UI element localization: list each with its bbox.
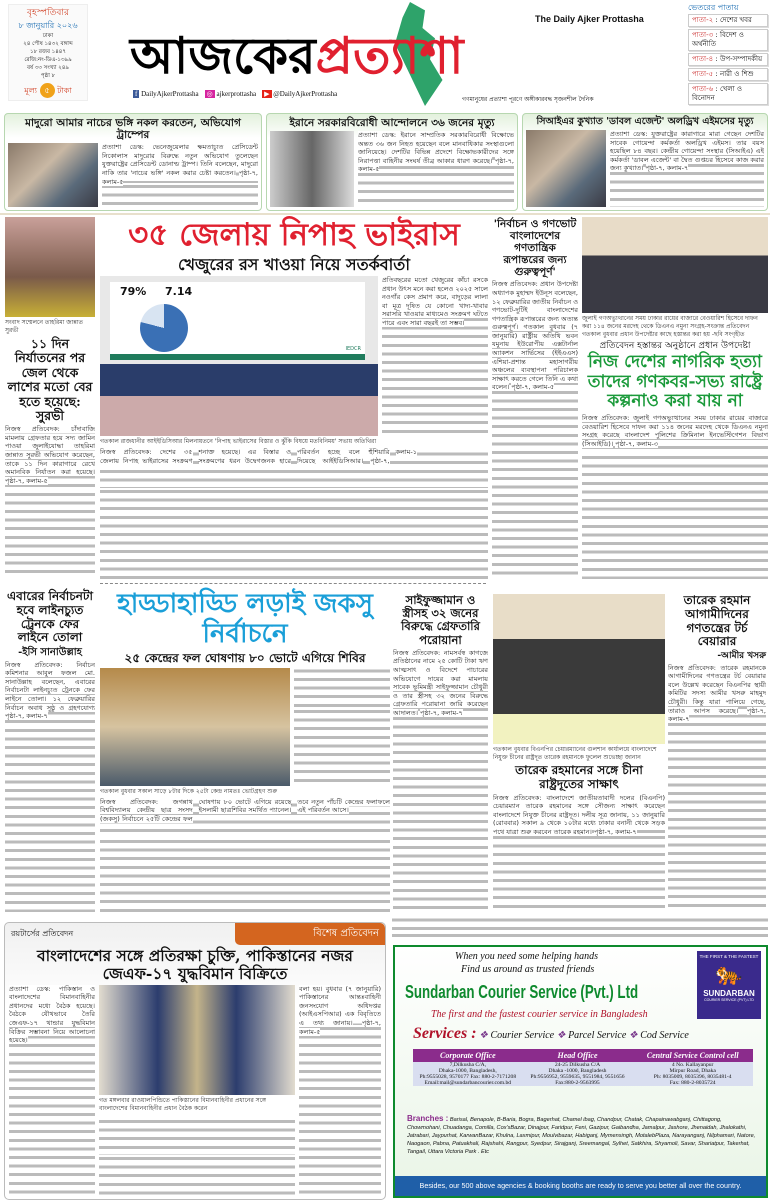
youtube-link[interactable] bbox=[262, 90, 337, 98]
continued-text bbox=[392, 916, 768, 940]
index-label: খেলা ও বিনোদন bbox=[692, 85, 743, 102]
article-body: নিজস্ব প্রতিবেদক: বাংলাদেশে জাতীয়তাবাদী দলের (বিএনপি) চেয়ারম্যান তারেক রহমানের সঙ্গে সৌজন্য সাক্ষাৎ করেছেন বাংলাদেশে নিযুক্ত চীনের রাষ্ট্রদূত। দলীয় সূত্র জানায়, ১১ জানুয়ারি (রোববার) সকাল ৯ থেকে ১০টার মধ্যে ঢাকার বনানী থেকে সড়ক পথে যাত্রা শুরু করবেন তারেক রহমান। পৃষ্ঠা-৭, কলাম-৭ bbox=[493, 794, 665, 912]
article-body: প্রত্যাশা ডেস্ক: পাকিস্তান ও বাংলাদেশের বিমানবাহিনীর প্রধানদের মধ্যে বৈঠক হয়েছে। বৈঠকে যৌথভাবে তৈরি জেএফ-১৭ থান্ডার যুদ্ধবিমান বিক্রির সম্ভাবনা নিয়ে আলোচনা হয়েছে। bbox=[9, 985, 95, 1195]
divider bbox=[100, 583, 486, 584]
article-body: নিজস্ব প্রতিবেদক: জুলাই গণঅভ্যুত্থানের সময় ঢাকার রায়ের বাজারে বেওয়ারিশ হিসেবে দাফন করা ১১৪ জনের মরদেহ থেকে ডিএনএ নমুনা সংগ্রহ করেছে বাংলাদেশ পুলিশের ক্রিমিনাল ইনভেস্টিগেশন বিভাগ (সিআইডি)। পৃষ্ঠা-৭, কলাম-৩ bbox=[582, 414, 768, 579]
tagline: গণমানুষের প্রত্যাশা পূরণে অঙ্গীকারবদ্ধ সৃজনশীল দৈনিক bbox=[462, 96, 594, 103]
special-report[interactable] bbox=[4, 922, 386, 1200]
branches-label: Branches : bbox=[407, 1114, 449, 1123]
headline-mass-grave: নিজ দেশের নাগরিক হত্যা তাদের গণকবর-সভ্য রাষ্ট্রে কল্পনাও করা যায় না bbox=[587, 352, 763, 412]
index-item[interactable]: পাতা-৫ : নারী ও শিশু bbox=[688, 68, 768, 81]
story-china-envoy bbox=[493, 594, 665, 912]
photo-meeting bbox=[582, 217, 768, 313]
headline-khasru: তারেক রহমান আগামীদিনের গণতন্ত্রের টর্চ বেয়ারার bbox=[683, 593, 751, 649]
office-line: Dhaka-1000, Bangladesh, bbox=[438, 1068, 497, 1074]
index-item[interactable]: পাতা-৪ : উপ-সম্পাদকীয় bbox=[688, 53, 768, 66]
photo-surovi bbox=[5, 217, 95, 317]
service-item: Courier Service bbox=[490, 1030, 555, 1041]
headline-jf17: বাংলাদেশের সঙ্গে প্রতিরক্ষা চুক্তি, পাকিস্তানের নজর জেএফ-১৭ যুদ্ধবিমান বিক্রিতে bbox=[37, 946, 353, 983]
office-head bbox=[523, 1049, 633, 1086]
office-line: Fax: 880-2-8035724 bbox=[669, 1080, 716, 1086]
lead-subhead: খেজুরের রস খাওয়া নিয়ে সতর্কবার্তা bbox=[178, 254, 410, 274]
logo-name: SUNDARBAN bbox=[703, 989, 755, 998]
english-name: The Daily Ajker Prottasha bbox=[535, 14, 644, 24]
article-body: নিজস্ব প্রতিবেদক: চাঁদাবাজি মামলায় গ্রেফতার হয়ে সদ্য জামিন পাওয়া জুলাইযোদ্ধা তাহরিমা জান্নাত সুরভী অভিযোগ করেছেন, তাকে ১১ দিন কারাগারে রেখে অমানবিক নির্যাতন করা হয়েছে। পৃষ্ঠা-৭, কলাম-৫ bbox=[5, 425, 95, 579]
article-body: নিজস্ব প্রতিবেদক: নামসর্বস্ব কাগজে প্রতিষ্ঠানের নামে ২৫ কোটি টাকা ঋণ আত্মসাৎ ও বিদেশে পাচারের অভিযোগে দায়ের করা মামলায় সাবেক ভূমিমন্ত্রী সাইফুজ্জামান চৌধুরী ও তার স্ত্রীসহ ৩২ জনের বিরুদ্ধে গ্রেফতারি পরোয়ানা জারি করেছেন আদালত। পৃষ্ঠা-৭, কলাম-৭ bbox=[393, 649, 488, 912]
office-line: Ph:9556952, 9559635, 9551984, 9551656 bbox=[530, 1074, 625, 1080]
photo-caption: গত মঙ্গলবার রাওয়ালপিন্ডিতে পাকিস্তানের বিমানবাহিনীর প্রধানের সঙ্গে বাংলাদেশের বিমানবাহিনীর প্রধান বৈঠক করেন bbox=[99, 1096, 267, 1112]
price-unit: টাকা bbox=[57, 86, 72, 95]
report-label: বিশেষ প্রতিবেদন bbox=[235, 923, 385, 945]
kicker: প্রতিবেদন হস্তান্তর অনুষ্ঠানে প্রধান উপদেষ্টা bbox=[599, 341, 751, 351]
youtube-handle: @DailyAjkerProttasha bbox=[273, 90, 338, 98]
story-mass-grave bbox=[582, 217, 768, 579]
branches-list: Barisal, Benapole, B-Baria, Bogra, Bagerhat, Chamel ibag, Chandpur, Chatak, Chapainawabganj, Chittagong, Chowmohani, Chuadanga, Comilla, Cox'sBazar, Dinajpur, Faridpur, Feni, Gazipur, Gaibandha, Jamalpur, Jashore, Jhenaidah, Jhalokathi, Jatrabari, Jaypurhat, KarwanBazar, Khulna, Laxmipur, Moulvibazar, Habiganj, Mymensingh, MotalebPlaza, Narayanganj, Nilphamari, Natore, Naogaon, Pabna, Patuakhali, Rajshahi, Rangpur, Syedpur, Sirajganj, Sreemangal, Sylhet, Satkhira, Shyamoli, Savar, Shariatpur, Takerhat, Tangail, Uttara Victoria Park . Etc bbox=[407, 1117, 756, 1155]
office-line: Ph:9555028, 9570177 Fax: 880-2-7171208 bbox=[419, 1074, 517, 1080]
registration: রেজি:নং-ডিএ-১৩৯৯ bbox=[24, 57, 72, 63]
photo-caption: গতকাল বুধবার বিএনপির চেয়ারম্যানের গুলশান কার্যালয়ে বাংলাদেশে নিযুক্ত চীনের রাষ্ট্রদূত তারেক রহমানকে ফুলেল শুভেচ্ছা জানান bbox=[493, 746, 657, 761]
ad-slogan: The first and the fastest courier service in Bangladesh bbox=[431, 1009, 648, 1020]
jump-line: পৃষ্ঠা-৭, কলাম-৫ bbox=[102, 168, 258, 186]
headline-ec: এবারের নির্বাচনটা হবে লাইনচ্যুত ট্রেনকে ফের লাইনে তোলা bbox=[7, 589, 93, 645]
service-item: Parcel Service bbox=[568, 1030, 627, 1041]
photo-caption: গতকাল বুধবার সকাল সাড়ে ৮টার দিকে ২৫টা কেন্দ্র নামতঃ ভোটগ্রহণ শুরু bbox=[100, 787, 278, 795]
office-line: Mirpur Road, Dhaka bbox=[669, 1068, 716, 1074]
masthead bbox=[0, 0, 770, 108]
logo bbox=[130, 26, 650, 86]
slide-stat: 79% bbox=[120, 285, 147, 299]
slide-stat: 7.14 bbox=[165, 285, 193, 299]
instagram-handle: ajkerprottasha bbox=[216, 90, 257, 98]
photo-jucsu bbox=[100, 668, 290, 786]
city: ঢাকা bbox=[42, 33, 54, 39]
office-corporate bbox=[413, 1049, 523, 1086]
article-body-side bbox=[294, 668, 390, 786]
photo-china-envoy bbox=[493, 594, 665, 744]
photo-air-chiefs bbox=[99, 985, 295, 1095]
instagram-icon: ◎ bbox=[206, 90, 213, 98]
headline: ইরানে সরকারবিরোধী আন্দোলনে ৩৬ জনের মৃত্যু bbox=[289, 117, 495, 129]
office-line: 7,Dilkusha C/A, bbox=[449, 1062, 487, 1068]
report-source: রয়টার্সের প্রতিবেদন bbox=[11, 928, 74, 938]
photo-seminar bbox=[100, 276, 378, 436]
office-title: Corporate Office bbox=[413, 1049, 523, 1062]
tiger-icon: 🐅 bbox=[715, 961, 743, 986]
photo-caption: গতকাল রাজধানীর আইইডিসিআর মিলনায়তনে 'নিপাহ ভাইরাসের বিস্তার ও ঝুঁকি বিষয়ে মতবিনিময়' সভায় অতিথিরা bbox=[100, 438, 377, 446]
services-label: Services : bbox=[413, 1025, 477, 1042]
price-label: মূল্য bbox=[24, 86, 38, 95]
office-title: Head Office bbox=[523, 1049, 633, 1062]
index-item[interactable]: পাতা-৩ : বিদেশ ও অর্থনীতি bbox=[688, 29, 768, 51]
service-item: Cod Service bbox=[640, 1030, 689, 1041]
headline-saifuzzaman: সাইফুজ্জামান ও স্ত্রীসহ ৩২ জনের বিরুদ্ধে গ্রেফতারি পরোয়ানা bbox=[401, 593, 480, 647]
headline-china-envoy: তারেক রহমানের সঙ্গে চীনা রাষ্ট্রদূতের সাক্ষাৎ bbox=[515, 763, 643, 791]
social-links bbox=[133, 90, 337, 98]
sundarban-logo bbox=[697, 951, 761, 1019]
top-story-2[interactable] bbox=[266, 113, 518, 211]
top-story-3[interactable] bbox=[522, 113, 768, 211]
headline: মাদুরো আমার নাচের ভঙ্গি নকল করতেন, অভিযোগ ট্রাম্পের bbox=[25, 117, 241, 142]
office-line: Email:mail@sundarbancourier.com.bd bbox=[424, 1080, 512, 1086]
logo-part2: প্রত্যাশা bbox=[315, 26, 464, 85]
headline-jucsu: হাড্ডাহাড্ডি লড়াই জকসু নির্বাচনে bbox=[117, 589, 373, 649]
photo-caption: জুলাই গণঅভ্যুত্থানের সময় ঢাকার রায়ের বাজারে বেওয়ারিশ হিসেবে দাফন করা ১১৪ জনের মরদেহ থেকে ডিএনএ নমুনা সংগ্রহ-সংক্রান্ত প্রতিবেদন গতকাল বুধবার প্রধান উপদেষ্টার কাছে হস্তান্তর করা হয় -ছবি সংগৃহীত bbox=[582, 315, 758, 338]
index-page: পাতা-৩ bbox=[692, 31, 714, 39]
hijri-date: ১৮ রজব ১৪৪৭ bbox=[30, 49, 66, 55]
index-page: পাতা-২ bbox=[692, 16, 714, 24]
photo-ames bbox=[526, 130, 606, 207]
index-label: দেশের খবর bbox=[719, 16, 752, 24]
divider bbox=[0, 213, 770, 215]
ad-footer: Besides, our 500 above agencies & booking booths are ready to serve you better all over the country. bbox=[395, 1176, 766, 1196]
ad-line1: When you need some helping hands bbox=[455, 951, 599, 962]
office-line: Dhaka -1000, Bangladesh bbox=[548, 1068, 607, 1074]
price-value: ৫ bbox=[40, 83, 55, 98]
index-page: পাতা-৬ bbox=[692, 85, 714, 93]
article-body bbox=[99, 1115, 295, 1195]
jucsu-subhead: ২৫ কেন্দ্রের ফল ঘোষণায় ৮০ ভোটে এগিয়ে শিবির bbox=[124, 650, 366, 665]
facebook-link[interactable] bbox=[133, 90, 199, 98]
ad-line2: Find us around as trusted friends bbox=[461, 964, 595, 975]
story-vote bbox=[492, 218, 578, 579]
story-khasru bbox=[668, 594, 766, 912]
story-saifuzzaman bbox=[393, 594, 488, 912]
headline-surovi: ১১ দিন নির্যাতনের পর জেল থেকে লাশের মতো বের হতে হয়েছে: সুরভী bbox=[7, 336, 93, 423]
office-central bbox=[632, 1049, 753, 1086]
byline: -আমীর খসরু bbox=[717, 651, 766, 662]
pie-graphic bbox=[140, 304, 188, 352]
inside-pages-index bbox=[688, 3, 768, 107]
index-title: ভেতরের পাতায় bbox=[688, 3, 739, 12]
logo-part1: আজকের bbox=[130, 26, 316, 85]
byline: -ইসি সানাউল্লাহ bbox=[18, 647, 82, 659]
index-item[interactable]: পাতা-২ : দেশের খবর bbox=[688, 14, 768, 27]
article-body-right: বলা হয়। বুধবার (৭ জানুয়ারি) পাকিস্তানের আন্তঃবাহিনী জনসংযোগ অধিদপ্তর (আইএসপিআর) এক বিবৃতিতে এ তথ্য জানায়। পৃষ্ঠা-৭, কলাম-৫ bbox=[299, 985, 381, 1195]
photo-trump bbox=[8, 143, 98, 207]
story-ec bbox=[5, 590, 95, 912]
index-item[interactable]: পাতা-৬ : খেলা ও বিনোদন bbox=[688, 83, 768, 105]
lead-story bbox=[100, 218, 488, 580]
branches bbox=[407, 1115, 757, 1156]
article-body: নিজস্ব প্রতিবেদক: তারেক রহমানকে আগামীদিনের গণতন্ত্রের টর্চ বেয়ারার বলে উল্লেখ করেছেন বিএনপির স্থায়ী কমিটির সদস্য আমীর খসরু মাহমুদ চৌধুরী। কিন্তু যারা পালিয়ে গেছে, তারাও আপস করেছে। পৃষ্ঠা-৭, কলাম-৭ bbox=[668, 664, 766, 912]
headline: সিআইএর কুখ্যাত 'ডাবল এজেন্ট' অলড্রিখ এইমসের মৃত্যু bbox=[536, 116, 754, 127]
jump-line: পৃষ্ঠা-৭, কলাম-৭ bbox=[645, 164, 689, 173]
services: Services : ❖ Courier Service ❖ Parcel Service ❖ Cod Service bbox=[413, 1025, 689, 1042]
article-body: নিজস্ব প্রতিবেদক: প্রধান উপদেষ্টা অধ্যাপক মুহাম্মদ ইউনূস বলেছেন, ১২ ফেব্রুয়ারির জাতীয় নির্বাচন ও গণভোট-দুটিই বাংলাদেশের গণতান্ত্রিক রূপান্তরের জন্য অত্যন্ত গুরুত্বপূর্ণ। গতকাল বুধবার (৭ জানুয়ারি) রাষ্ট্রীয় অতিথি ভবন যমুনায় ইউরোপীয় এক্সটার্নাল অ্যাকশন সার্ভিসের (ইইএএস) এশিয়া-প্রশান্ত মহাসাগরীয় অঞ্চলের ব্যবস্থাপনা পরিচালক সাক্ষাৎ করতে গেলে তিনি এ কথা বলেন। পৃষ্ঠা-৭, কলাম-৫ bbox=[492, 280, 578, 579]
date-box bbox=[8, 4, 88, 101]
article-body: প্রত্যাশা ডেস্ক: ভেনেজুয়েলার ক্ষমতাচ্যুত প্রেসিডেন্ট নিকোলাস মাদুরোর বিরুদ্ধে নতুন অভিযোগ তুলেছেন যুক্তরাষ্ট্রের প্রেসিডেন্ট ডোনাল্ড ট্রাম্প। তিনি বলেছেন, মাদুরো নাকি তার 'নাচের ভঙ্গি' নকল করার চেষ্টা করতেন। পৃষ্ঠা-৭, কলাম-৫ bbox=[102, 143, 258, 207]
index-label: উপ-সম্পাদকীয় bbox=[719, 55, 763, 63]
youtube-icon: ▶ bbox=[264, 90, 270, 98]
logo-top: THE FIRST & THE FASTEST bbox=[699, 954, 759, 959]
facebook-icon: f bbox=[135, 90, 138, 98]
article-body: নিজস্ব প্রতিবেদক: জগন্নাথ বিশ্ববিদ্যালয় কেন্দ্রীয় ছাত্র সংসদ (জকসু) নির্বাচনে ২৫টি কেন্দ্রের ফল ঘোষণায় ৮০ ভোটে এগিয়ে রয়েছে ইসলামী ছাত্রশিবির সমর্থিত প্যানেল। তবে নতুন পাঁচটি কেন্দ্রের ফলাফলে এই পরিবর্তন আসে। bbox=[100, 798, 390, 912]
article-body: প্রত্যাশা ডেস্ক: যুক্তরাষ্ট্রের কারাগারে মারা গেছেন দেশটির সাবেক গোয়েন্দা কর্মকর্তা অলড্রিখ এইমস। তার বয়স হয়েছিল ৮৪ বছর। কেন্দ্রীয় গোয়েন্দা সংস্থার (সিআইএ) এই কর্মকর্তা 'ডাবল এজেন্ট' বা দ্বৈত গুপ্তচর হিসেবে কাজ করার জন্য কুখ্যাত। পৃষ্ঠা-৭, কলাম-৭ bbox=[610, 130, 764, 207]
top-story-1[interactable] bbox=[4, 113, 262, 211]
instagram-link[interactable] bbox=[205, 90, 257, 98]
index-label: নারী ও শিশু bbox=[719, 70, 754, 78]
lead-body: নিজস্ব প্রতিবেদক: দেশের ৩৫ জেলায় নিপাহ ভাইরাসের সংক্রমণ শনাক্ত হয়েছে। এর বিস্তার ও সংক্রমণের ধরন উদ্বেগজনক হারে পরিবর্তন হচ্ছে বলে হুঁশিয়ারি দিয়েছে আইইডিসিআর। পৃষ্ঠা-৭, কলাম-১ bbox=[100, 448, 488, 580]
logo-sub: COURIER SERVICE (PVT) LTD bbox=[704, 998, 754, 1002]
jump-line: পৃষ্ঠা-৭, কলাম-৫ bbox=[358, 156, 514, 174]
photo-caption: সংবাদ সম্মেলনে তাহরিমা জান্নাত সুরভী bbox=[5, 319, 84, 334]
slide-brand: IEDCR bbox=[345, 346, 361, 353]
office-line: 4 No. Kallayanpur bbox=[671, 1062, 714, 1068]
day: বৃহস্পতিবার bbox=[27, 8, 69, 18]
headline-vote: 'নির্বাচন ও গণভোট বাংলাদেশের গণতান্ত্রিক রূপান্তরের জন্য গুরুত্বপূর্ণ' bbox=[493, 218, 577, 279]
price bbox=[9, 83, 87, 98]
article-body: প্রত্যাশা ডেস্ক: ইরানে সাম্প্রতিক সরকারবিরোধী বিক্ষোভে অন্তত ৩৬ জন নিহত হয়েছেন বলে মানবাধিকার সংস্থাগুলো জানিয়েছে। দেশটির বিভিন্ন প্রদেশে বিক্ষোভকারীদের সঙ্গে নিরাপত্তা বাহিনীর সংঘর্ষ তীব্র আকার ধারণ করেছে। পৃষ্ঠা-৭, কলাম-৫ bbox=[358, 131, 514, 207]
office-title: Central Service Control cell bbox=[632, 1049, 753, 1062]
slide bbox=[110, 282, 365, 360]
index-page: পাতা-৪ bbox=[692, 55, 714, 63]
index-label: বিদেশ ও অর্থনীতি bbox=[692, 31, 744, 48]
courier-advertisement[interactable] bbox=[393, 945, 768, 1198]
lead-headline: ৩৫ জেলায় নিপাহ ভাইরাস bbox=[128, 217, 460, 253]
article-body: নিজস্ব প্রতিবেদক: নির্বাচন কমিশনার আবুল ফজল মো. সানাউল্লাহ বলেছেন, এবারের নির্বাচনটা লাইনচ্যুত ট্রেনকে ফের লাইনে তোলা। ১২ ফেব্রুয়ারির নির্বাচন অবাধ সুষ্ঠু ও গ্রহণযোগ্য পৃষ্ঠা-৭, কলাম-৭ bbox=[5, 661, 95, 912]
bangla-date: ২৪ পৌষ ১৪৩২ বঙ্গাব্দ bbox=[23, 41, 73, 47]
photo-iran bbox=[270, 131, 354, 207]
facebook-handle: DailyAjkerProttasha bbox=[141, 90, 199, 98]
date: ৮ জানুয়ারি ২০২৬ bbox=[18, 21, 78, 30]
pages: পৃষ্ঠা ৮ bbox=[40, 73, 56, 79]
office-line: Ph: 8035009, 8035396, 8035481-4 bbox=[653, 1074, 732, 1080]
index-page: পাতা-৫ bbox=[692, 70, 714, 78]
story-surovi bbox=[5, 217, 95, 579]
issue: বর্ষ ৩৩ সংখ্যা ২৪৯ bbox=[26, 65, 69, 71]
office-line: Fax:880-2-9563995 bbox=[555, 1080, 600, 1086]
lead-side-body: প্রতিবছরের মতো খেজুরের কাঁচা রসকে প্রধান উৎস মনে করা হলেও ২০২৫ সালে নওগাঁর কেস প্রমাণ করে, বাদুড়ের লালা বা মূত্র দূষিত যে কোনো খাদ্য-খাবার সরাসরি খাওয়ার মাধ্যমেও সংক্রমণ ঘটতে পারে এবং সারা বছরই তা সম্ভব। bbox=[382, 276, 488, 436]
ad-company: Sundarban Courier Service (Pvt.) Ltd bbox=[405, 981, 639, 1002]
offices-table bbox=[413, 1049, 753, 1086]
office-line: 24-25 Dilkusha C/A bbox=[554, 1062, 601, 1068]
story-jucsu bbox=[100, 590, 390, 912]
